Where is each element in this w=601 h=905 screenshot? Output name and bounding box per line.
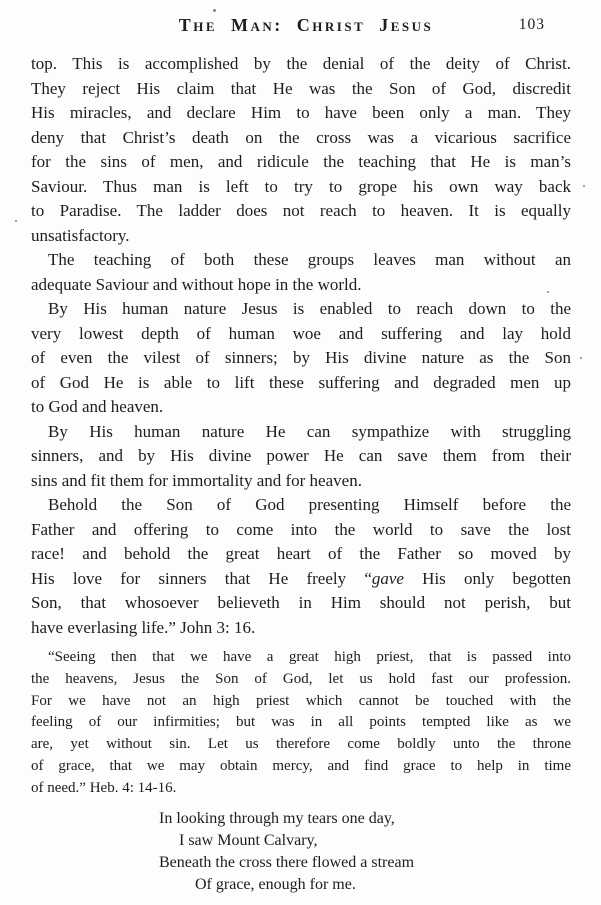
- text-line: to Paradise. The ladder does not reach to heaven. It is equally: [31, 201, 571, 220]
- text-line: Son, that whosoever believeth in Him should not perish, but: [31, 593, 571, 612]
- text-line: have everlasing life.” John 3: 16.: [31, 617, 256, 637]
- text-line: [31, 567, 571, 592]
- paragraph-1: [31, 52, 571, 248]
- text-line: to God and heaven.: [31, 397, 164, 416]
- page-number: 103: [518, 16, 545, 33]
- scripture-quote: [31, 647, 571, 800]
- poem: [159, 808, 571, 896]
- quote-line: of need.” Heb. 4: 14-16.: [31, 779, 177, 796]
- scan-speck: [547, 291, 549, 293]
- scan-speck: [15, 220, 17, 222]
- quote-line: “Seeing then that we have a great high priest, that is passed into: [48, 649, 571, 665]
- quote-line: are, yet without sin. Let us therefore come boldly unto the throne: [31, 736, 571, 753]
- quote-line: feeling of our infirmities; but was in all points tempted like as we: [31, 714, 571, 731]
- text-line: of even the vilest of sinners; by His divine nature as the Son: [31, 348, 571, 367]
- paragraph-4: [31, 420, 571, 494]
- quote-line: For we have not an high priest which cannot be touched with the: [31, 692, 571, 709]
- text-line: The teaching of both these groups leaves man without an: [48, 250, 571, 269]
- text-line: Saviour. Thus man is left to try to grope his own way back: [31, 176, 571, 196]
- poem-line: Beneath the cross there flowed a stream: [159, 853, 415, 871]
- scan-speck: [583, 185, 585, 187]
- text-line: By His human nature He can sympathize with struggling: [48, 421, 571, 441]
- text-line: By His human nature Jesus is enabled to reach down to the: [48, 299, 571, 318]
- text-line: top. This is accomplished by the denial of the deity of Christ.: [31, 54, 571, 73]
- text-line: Behold the Son of God presenting Himself before the: [48, 495, 571, 514]
- page-header: [31, 15, 571, 39]
- text-line: race! and behold the great heart of the Father so moved by: [31, 544, 571, 563]
- text-line: adequate Saviour and without hope in the world.: [31, 274, 362, 294]
- text-segment: His love for sinners that He freely “: [31, 568, 372, 588]
- text-line: sinners, and by His divine power He can save them from their: [31, 446, 571, 465]
- paragraph-5: [31, 493, 571, 640]
- text-line: His miracles, and declare Him to have been only a man. They: [31, 103, 571, 122]
- scan-speck: [580, 357, 582, 359]
- text-line: Father and offering to come into the world to save the lost: [31, 519, 571, 539]
- text-line: for the sins of men, and ridicule the teaching that He is man’s: [31, 152, 571, 171]
- text-line: very lowest depth of human woe and suffering and lay hold: [31, 323, 571, 343]
- running-title: The Man: Christ Jesus: [178, 15, 434, 35]
- paragraph-2: [31, 248, 571, 297]
- quote-line: the heavens, Jesus the Son of God, let us hold fast our profession.: [31, 670, 571, 687]
- text-line: unsatisfactory.: [31, 225, 130, 245]
- quote-line: of grace, that we may obtain mercy, and find grace to help in time: [31, 757, 571, 774]
- text-line: sins and fit them for immortality and for heaven.: [31, 470, 362, 490]
- text-column: [31, 52, 571, 896]
- text-line: They reject His claim that He was the Son of God, discredit: [31, 78, 571, 98]
- poem-line: In looking through my tears one day,: [159, 809, 395, 827]
- poem-line: Of grace, enough for me.: [195, 875, 356, 893]
- poem-line: I saw Mount Calvary,: [179, 831, 318, 849]
- paragraph-3: [31, 297, 571, 420]
- scan-speck: [213, 9, 216, 12]
- emphasized-word: gave: [371, 568, 404, 588]
- text-segment: His only begotten: [403, 568, 571, 588]
- text-line: of God He is able to lift these suffering and degraded men up: [31, 372, 571, 392]
- text-line: deny that Christ’s death on the cross was a vicarious sacrifice: [31, 127, 571, 147]
